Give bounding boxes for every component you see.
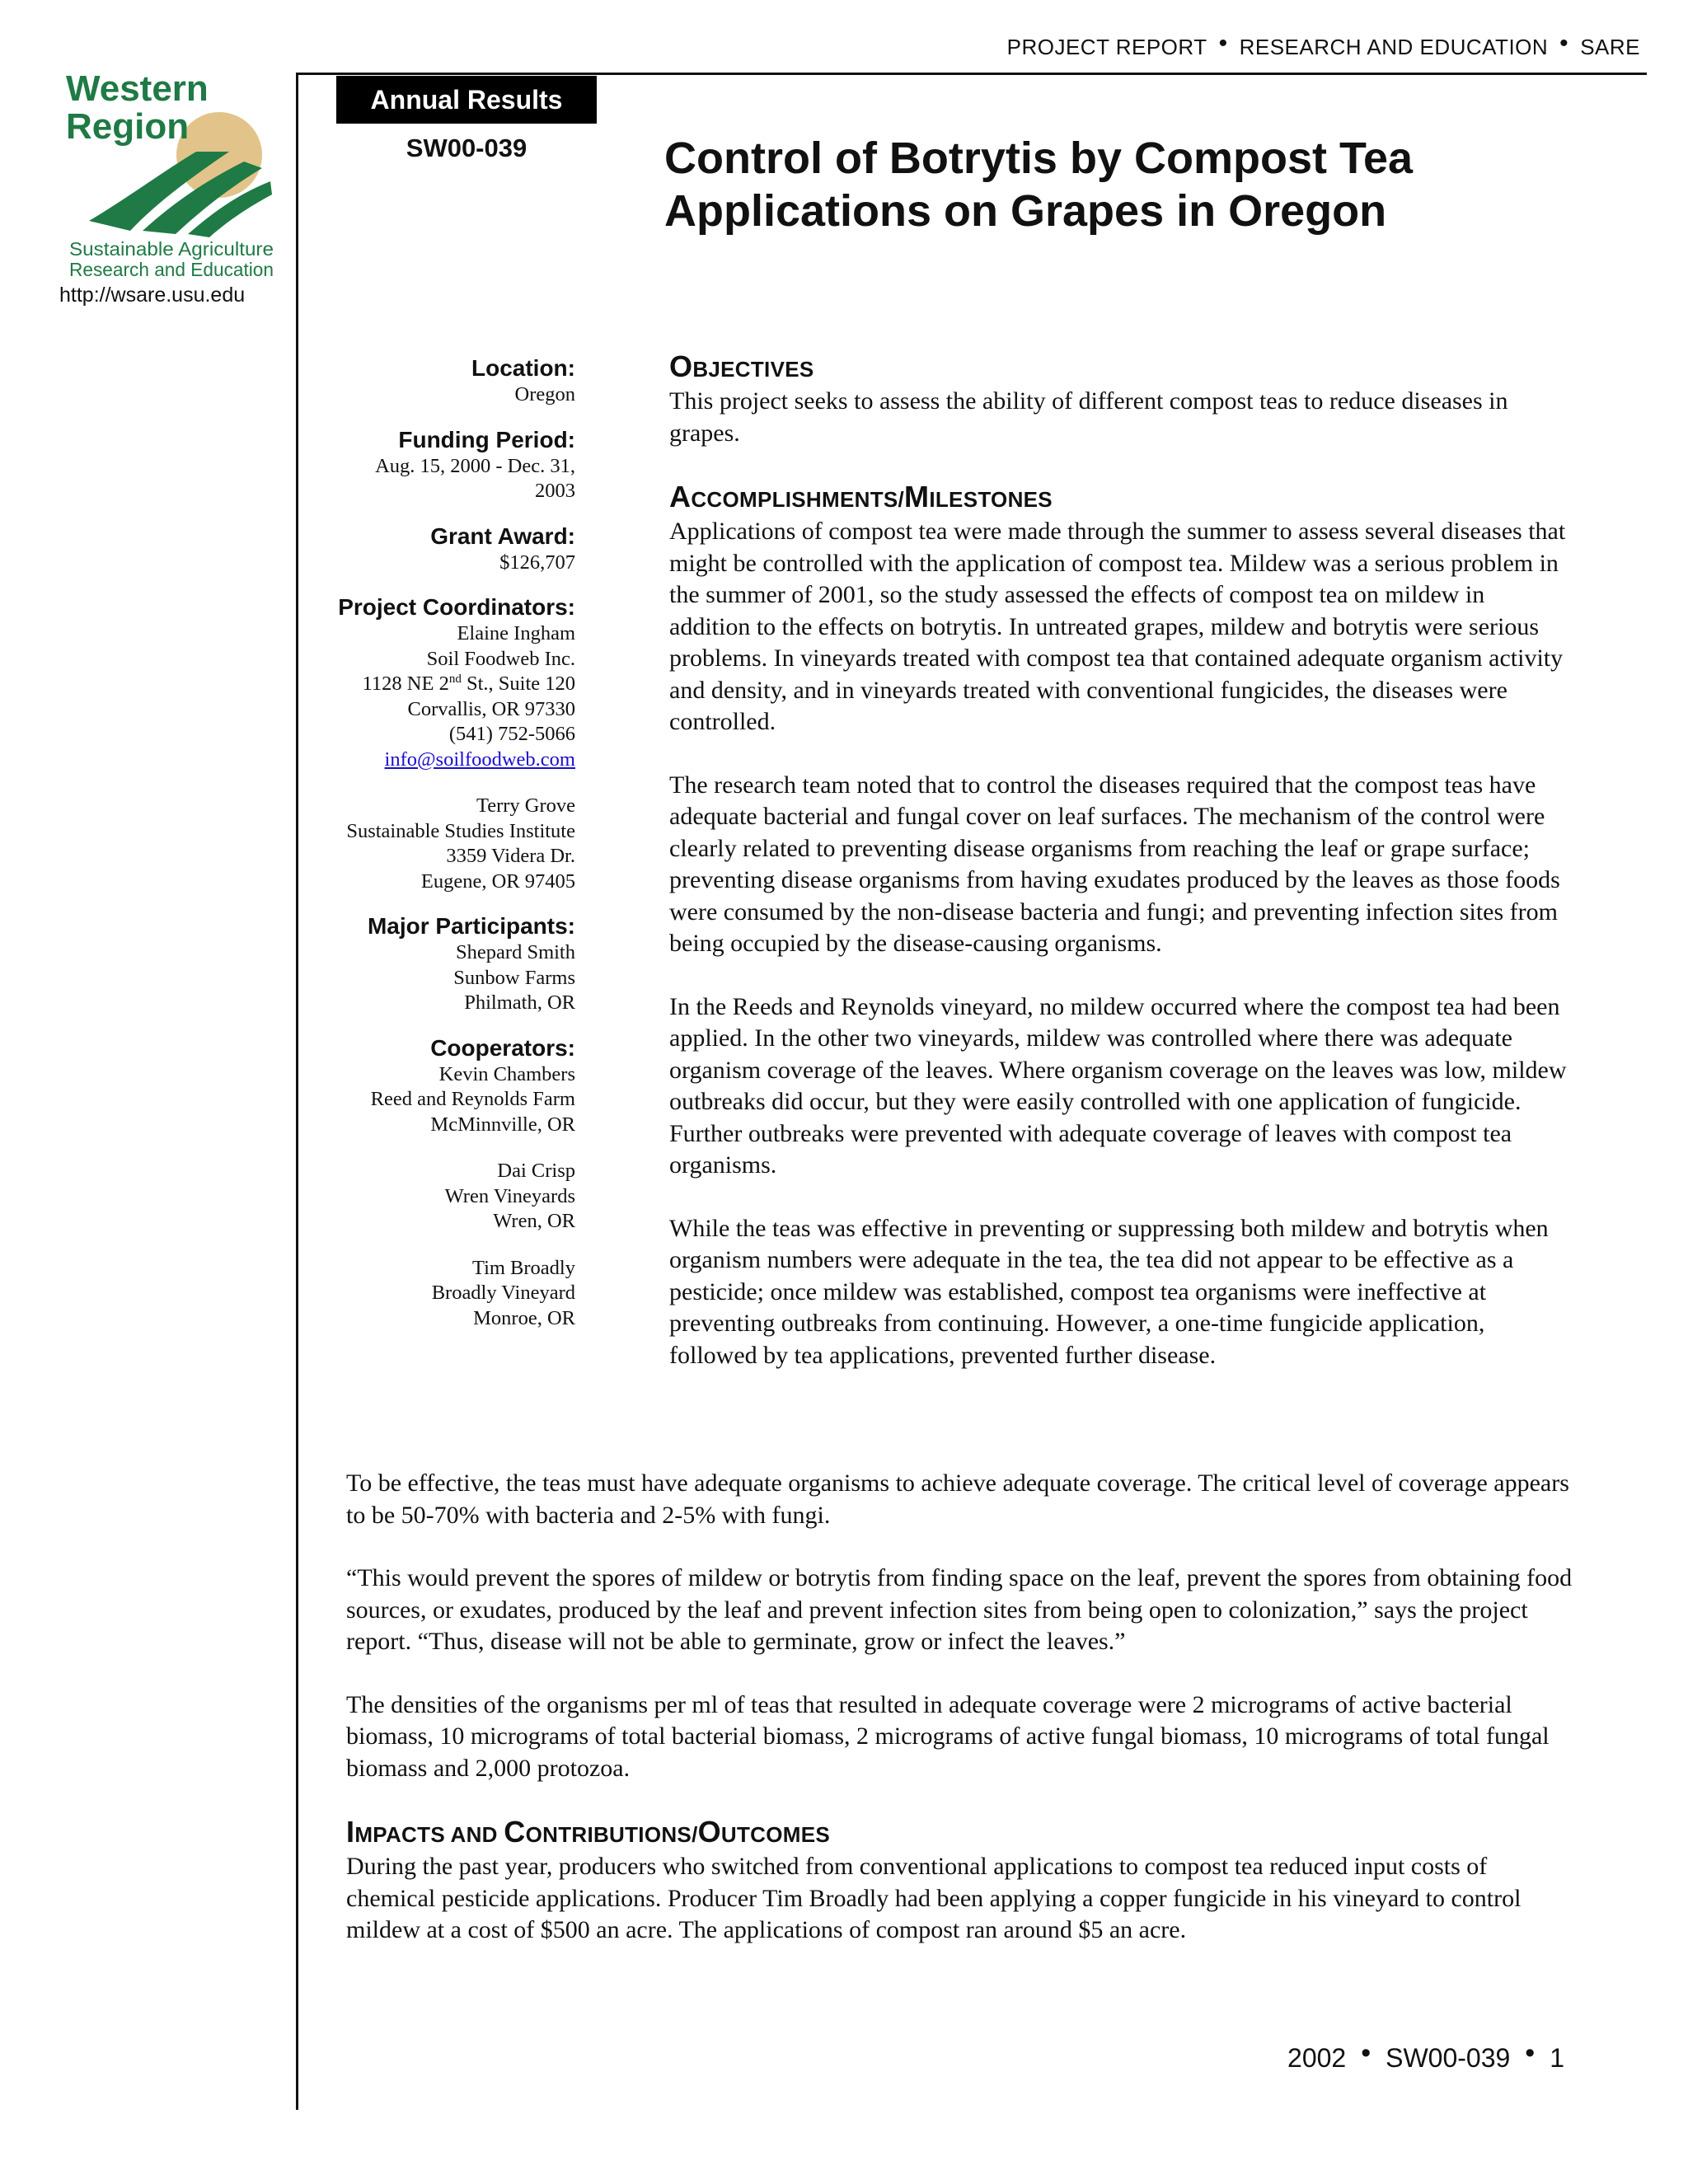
coordinator-2 [305, 794, 575, 894]
accomplishments-paragraph-5: To be effective, the teas must have adequate organisms to achieve adequate coverage. The critical level of coverage appears to be 50-70% with bacteria and 2-5% with fungi. [346, 1469, 1569, 1529]
header-project-report: PROJECT REPORT [1006, 35, 1207, 59]
cooperator-org: Broadly Vineyard [431, 1282, 575, 1304]
footer-separator: • [1361, 2037, 1372, 2069]
accomplishments-paragraph-1: Applications of compost tea were made through the summer to assess several diseases that might be controlled with the application of compost tea. Mildew was a serious problem in the summer of 2001, so the study assessed the effects of compost tea on mildew in addition to the effects on botrytis. In untreated grapes, mildew and botrytis were serious problems. In vineyards treated with compost tea that contained adequate organism activity and density, and in vineyards treated with conventional fungicides, the diseases were controlled. [669, 518, 1566, 735]
annual-results-badge: Annual Results [336, 76, 597, 124]
objectives-text: This project seeks to assess the ability of different compost teas to reduce diseases in grapes. [669, 387, 1508, 447]
major-participants-label: Major Participants: [367, 913, 575, 939]
cooperator-city: McMinnville, OR [430, 1113, 575, 1136]
objectives-heading: OBJECTIVES [669, 349, 814, 383]
logo-text-western: Western [66, 73, 209, 109]
cooperator-name: Dai Crisp [497, 1160, 575, 1182]
sare-website-link[interactable]: http://wsare.usu.edu [59, 284, 246, 307]
coordinator-address: 1128 NE 2nd St., Suite 120 [362, 672, 575, 695]
cooperator-3 [305, 1256, 575, 1332]
impacts-paragraph-1: During the past year, producers who switched from conventional applications to compost tea reduced input costs of chemical pesticide applications. Producer Tim Broadly had been applying a copper fungicide in his vineyard to control mildew at a cost of $500 an acre. The applications of compost ran around $5 an acre. [346, 1853, 1522, 1943]
coordinator-address: 3359 Videra Dr. [446, 845, 575, 867]
participant-name: Shepard Smith [456, 941, 575, 963]
accomplishments-heading: ACCOMPLISHMENTS/MILESTONES [669, 480, 1053, 513]
left-margin-rule [296, 73, 298, 2110]
main-content-column [669, 350, 1568, 1403]
title-line-1: Control of Botrytis by Compost Tea [664, 134, 1414, 183]
header-separator: • [1559, 30, 1569, 57]
coordinator-city: Corvallis, OR 97330 [407, 697, 575, 720]
coordinator-email-link[interactable]: info@soilfoodweb.com [384, 748, 575, 771]
logo-text-region: Region [66, 106, 190, 147]
cooperator-name: Kevin Chambers [438, 1062, 575, 1085]
impacts-heading: IMPACTS AND CONTRIBUTIONS/OUTCOMES [346, 1815, 831, 1849]
coordinator-org: Soil Foodweb Inc. [426, 647, 575, 670]
footer-year: 2002 [1287, 2043, 1347, 2073]
logo-graphic [64, 73, 279, 279]
funding-period-block [305, 426, 575, 504]
funding-period-value: Aug. 15, 2000 - Dec. 31, [375, 454, 575, 477]
project-coordinators-block [305, 593, 575, 894]
coordinator-name: Elaine Ingham [457, 622, 575, 644]
logo-text-sustainable: Sustainable Agriculture [69, 238, 274, 260]
location-value: Oregon [514, 383, 575, 405]
header-sare: SARE [1580, 35, 1640, 59]
coordinator-name: Terry Grove [476, 794, 575, 817]
report-title [664, 132, 1612, 237]
page-footer [1287, 2037, 1564, 2074]
cooperator-city: Monroe, OR [473, 1306, 575, 1329]
participant-org: Sunbow Farms [453, 966, 575, 989]
funding-period-label: Funding Period: [398, 426, 575, 452]
coordinator-phone: (541) 752-5066 [448, 723, 575, 745]
major-participants-block [305, 912, 575, 1016]
project-coordinators-label: Project Coordinators: [338, 594, 575, 620]
project-id: SW00-039 [406, 134, 528, 162]
cooperator-2 [305, 1159, 575, 1235]
grant-award-block [305, 523, 575, 576]
accomplishments-paragraph-2: The research team noted that to control the diseases required that the compost teas have adequate bacterial and fungal cover on leaf surfaces. The mechanism of the control were clearly related to preventing disease organisms from reaching the leaf or grape surface; preventing disease organisms from having exudates produced by the leaves as those foods were consumed by the non-disease bacteria and fungi; and preventing infection sites from being occupied by the disease-causing organisms. [669, 771, 1560, 957]
grant-award-value: $126,707 [499, 551, 575, 574]
coordinator-org: Sustainable Studies Institute [346, 819, 575, 842]
cooperator-org: Wren Vineyards [444, 1184, 575, 1207]
funding-period-end-year: 2003 [535, 480, 575, 502]
page-number: 1 [1550, 2043, 1564, 2073]
accomplishments-paragraph-3: In the Reeds and Reynolds vineyard, no mildew occurred where the compost tea had been applied. In the other two vineyards, mildew was controlled where there was adequate organism coverage of the leaves. Where organism coverage on the leaves was low, mildew outbreaks did occur, but they were easily controlled with one application of fungicide. Further outbreaks were prevented with adequate coverage of leaves with compost tea organisms. [669, 992, 1567, 1179]
cooperator-city: Wren, OR [493, 1210, 575, 1232]
footer-separator: • [1525, 2037, 1536, 2069]
report-header [1006, 30, 1640, 61]
participant-city: Philmath, OR [464, 991, 575, 1014]
accomplishments-paragraph-7: The densities of the organisms per ml of teas that resulted in adequate coverage were 2 micrograms of active bacterial biomass, 10 micrograms of total bacterial biomass, 2 micrograms of active fungal biomass, 10 micrograms of total fungal biomass and 2,000 protozoa. [346, 1690, 1550, 1782]
cooperators-block [305, 1034, 575, 1332]
cooperators-label: Cooperators: [430, 1034, 575, 1061]
cooperator-name: Tim Broadly [471, 1256, 575, 1279]
accomplishments-quote: “This would prevent the spores of mildew or botrytis from finding space on the leaf, prevent the spores from obtaining food sources, or exudates, produced by the leaf and prevent infection sites from being open to colonization,” says the project report. “Thus, disease will not be able to germinate, grow or infect the leaves.” [346, 1564, 1573, 1655]
header-research-education: RESEARCH AND EDUCATION [1239, 35, 1549, 59]
title-line-2: Applications on Grapes in Oregon [664, 186, 1387, 236]
header-separator: • [1218, 30, 1228, 57]
header-rule [297, 73, 1647, 75]
cooperator-org: Reed and Reynolds Farm [370, 1088, 575, 1110]
full-width-content [346, 1468, 1574, 1978]
location-block [305, 354, 575, 408]
western-sare-logo [64, 73, 279, 279]
project-info-sidebar [305, 354, 575, 1349]
logo-text-research: Research and Education [69, 259, 274, 279]
grant-award-label: Grant Award: [430, 523, 575, 549]
location-label: Location: [471, 355, 575, 381]
accomplishments-paragraph-4: While the teas was effective in preventing or suppressing both mildew and botrytis when organism numbers were adequate in the tea, the tea did not appear to be effective as a pesticide; once mildew was established, compost tea organisms were ineffective at preventing outbreaks from continuing. However, a one-time fungicide application, followed by tea applications, prevented further disease. [669, 1214, 1549, 1369]
footer-project-id: SW00-039 [1386, 2043, 1511, 2073]
coordinator-city: Eugene, OR 97405 [420, 869, 575, 893]
